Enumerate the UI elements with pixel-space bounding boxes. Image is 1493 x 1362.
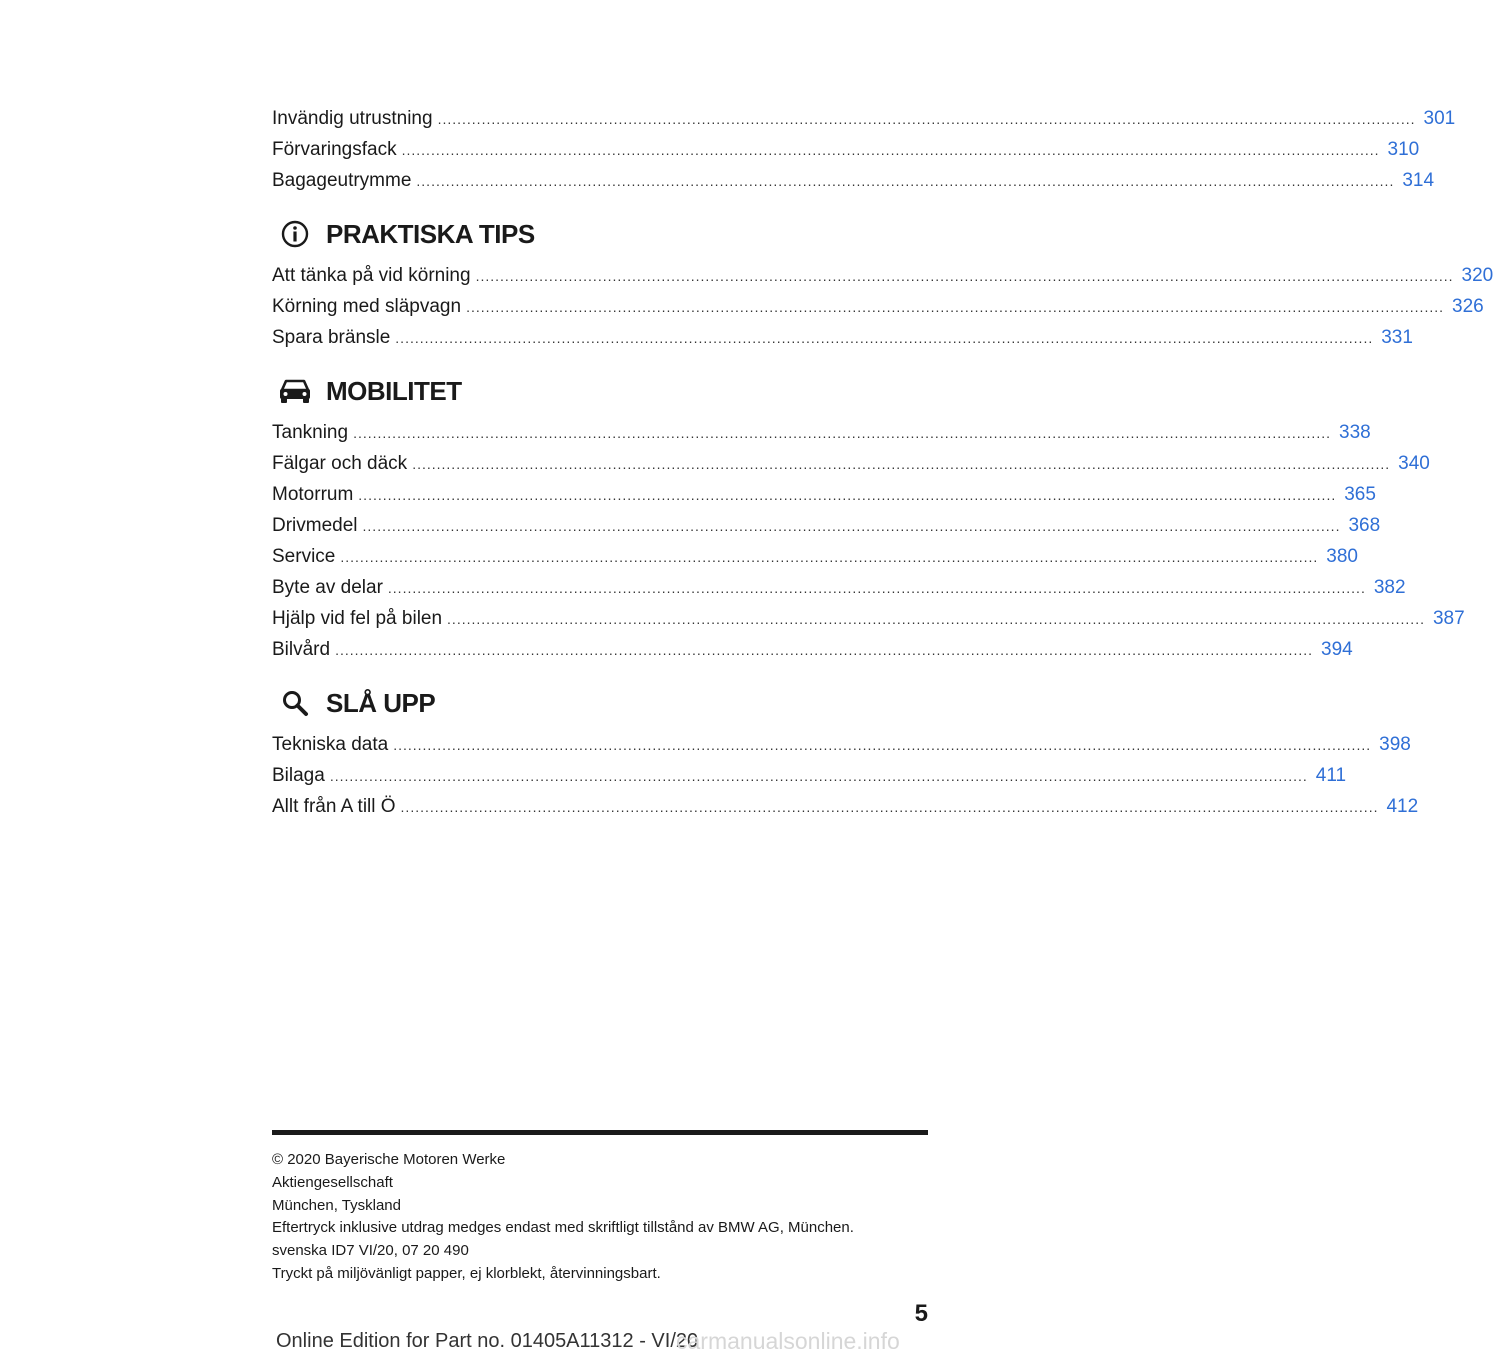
toc-page-link[interactable]: 320 xyxy=(1461,265,1493,286)
dot-leader: ........................................................................................................................................................................................................ xyxy=(416,173,1395,189)
toc-entry[interactable] xyxy=(272,134,1420,165)
toc-entry[interactable] xyxy=(272,603,1465,634)
section-title: MOBILITET xyxy=(326,375,462,406)
dot-leader: ........................................................................................................................................................................................................ xyxy=(475,268,1454,284)
toc-entry-label: Service xyxy=(272,546,336,567)
toc-group-1 xyxy=(272,103,1456,196)
toc-entry-label: Motorrum xyxy=(272,484,354,505)
info-circle-icon xyxy=(274,213,316,255)
toc-entry-label: Att tänka på vid körning xyxy=(272,265,471,286)
toc-page-link[interactable]: 394 xyxy=(1321,639,1353,660)
toc-page-link[interactable]: 398 xyxy=(1379,734,1411,755)
toc-entry[interactable] xyxy=(272,760,1347,791)
section-header-mobilitet xyxy=(272,370,928,412)
toc-page-link[interactable]: 380 xyxy=(1326,546,1358,567)
toc-entry[interactable] xyxy=(272,448,1430,479)
toc-page-link[interactable]: 326 xyxy=(1452,296,1484,317)
toc-entry-label: Allt från A till Ö xyxy=(272,796,396,817)
toc-entry[interactable] xyxy=(272,322,1413,353)
dot-leader: ........................................................................................................................................................................................................ xyxy=(353,425,1331,441)
magnifier-icon xyxy=(274,682,316,724)
toc-page-link[interactable]: 310 xyxy=(1387,139,1420,160)
toc-entry-label: Hjälp vid fel på bilen xyxy=(272,608,443,629)
dot-leader: ........................................................................................................................................................................................................ xyxy=(329,768,1308,784)
toc-entry-label: Körning med släpvagn xyxy=(272,296,462,317)
toc-page-link[interactable]: 412 xyxy=(1386,796,1419,817)
footer-rule xyxy=(272,1130,928,1135)
imprint-footer xyxy=(272,1130,928,1286)
toc-entry-label: Byte av delar xyxy=(272,577,383,598)
section-title: PRAKTISKA TIPS xyxy=(326,218,535,249)
dot-leader: ........................................................................................................................................................................................................ xyxy=(362,518,1341,534)
toc-page-link[interactable]: 301 xyxy=(1423,108,1456,129)
toc-page-link[interactable]: 368 xyxy=(1348,515,1381,536)
toc-page-link[interactable]: 338 xyxy=(1339,422,1371,443)
imprint-line: Tryckt på miljövänligt papper, ej klorblekt, återvinningsbart. xyxy=(272,1264,661,1282)
toc-page-link[interactable]: 365 xyxy=(1344,484,1376,505)
dot-leader: ........................................................................................................................................................................................................ xyxy=(395,330,1374,346)
dot-leader: ........................................................................................................................................................................................................ xyxy=(393,737,1372,753)
table-of-contents xyxy=(272,103,1493,822)
toc-entry[interactable] xyxy=(272,634,1353,665)
toc-entry[interactable] xyxy=(272,291,1484,322)
toc-entry-label: Bilaga xyxy=(272,765,325,786)
toc-page-link[interactable]: 331 xyxy=(1381,327,1413,348)
online-edition-line: Online Edition for Part no. 01405A11312 - VI/20 xyxy=(276,1330,699,1352)
toc-page-link[interactable]: 382 xyxy=(1373,577,1406,598)
toc-entry-label: Spara bränsle xyxy=(272,327,391,348)
toc-entry-label: Drivmedel xyxy=(272,515,358,536)
dot-leader: ........................................................................................................................................................................................................ xyxy=(400,799,1379,815)
toc-entry[interactable] xyxy=(272,729,1411,760)
toc-entry[interactable] xyxy=(272,260,1493,291)
toc-entry-label: Tekniska data xyxy=(272,734,389,755)
imprint-line: Aktiengesellschaft xyxy=(272,1173,393,1191)
toc-entry-label: Fälgar och däck xyxy=(272,453,408,474)
toc-entry[interactable] xyxy=(272,791,1419,822)
toc-entry[interactable] xyxy=(272,479,1376,510)
dot-leader: ........................................................................................................................................................................................................ xyxy=(401,142,1380,158)
dot-leader: ........................................................................................................................................................................................................ xyxy=(466,299,1445,315)
imprint-line: München, Tyskland xyxy=(272,1196,401,1214)
dot-leader: ........................................................................................................................................................................................................ xyxy=(335,642,1314,658)
toc-entry-label: Invändig utrustning xyxy=(272,108,433,129)
toc-entry[interactable] xyxy=(272,417,1371,448)
section-header-praktiska-tips xyxy=(272,213,928,255)
imprint-line: © 2020 Bayerische Motoren Werke xyxy=(272,1151,506,1168)
toc-entry-label: Tankning xyxy=(272,422,349,443)
toc-entry[interactable] xyxy=(272,103,1456,134)
toc-entry-label: Bilvård xyxy=(272,639,331,660)
section-title: SLÅ UPP xyxy=(326,687,436,718)
toc-entry[interactable] xyxy=(272,541,1358,572)
toc-entry[interactable] xyxy=(272,572,1406,603)
dot-leader: ........................................................................................................................................................................................................ xyxy=(412,456,1391,472)
car-front-icon xyxy=(274,370,316,412)
toc-page-link[interactable]: 314 xyxy=(1402,170,1435,191)
dot-leader: ........................................................................................................................................................................................................ xyxy=(340,549,1319,565)
toc-entry-label: Förvaringsfack xyxy=(272,139,397,160)
toc-page-link[interactable]: 340 xyxy=(1398,453,1430,474)
page-number: 5 xyxy=(914,1300,928,1327)
toc-entry-label: Bagageutrymme xyxy=(272,170,412,191)
imprint-line: Eftertryck inklusive utdrag medges endast med skriftligt tillstånd av BMW AG, München. xyxy=(272,1219,854,1237)
imprint-line: svenska ID7 VI/20, 07 20 490 xyxy=(272,1242,469,1260)
dot-leader: ........................................................................................................................................................................................................ xyxy=(387,580,1366,596)
toc-entry[interactable] xyxy=(272,510,1381,541)
toc-entry[interactable] xyxy=(272,165,1435,196)
watermark-text: carmanualsonline.info xyxy=(676,1328,900,1354)
dot-leader: ........................................................................................................................................................................................................ xyxy=(447,611,1425,627)
section-header-sla-upp xyxy=(272,682,928,724)
dot-leader: ........................................................................................................................................................................................................ xyxy=(437,111,1416,127)
toc-page-link[interactable]: 411 xyxy=(1315,765,1347,786)
toc-page-link[interactable]: 387 xyxy=(1432,608,1465,629)
dot-leader: ........................................................................................................................................................................................................ xyxy=(358,487,1337,503)
